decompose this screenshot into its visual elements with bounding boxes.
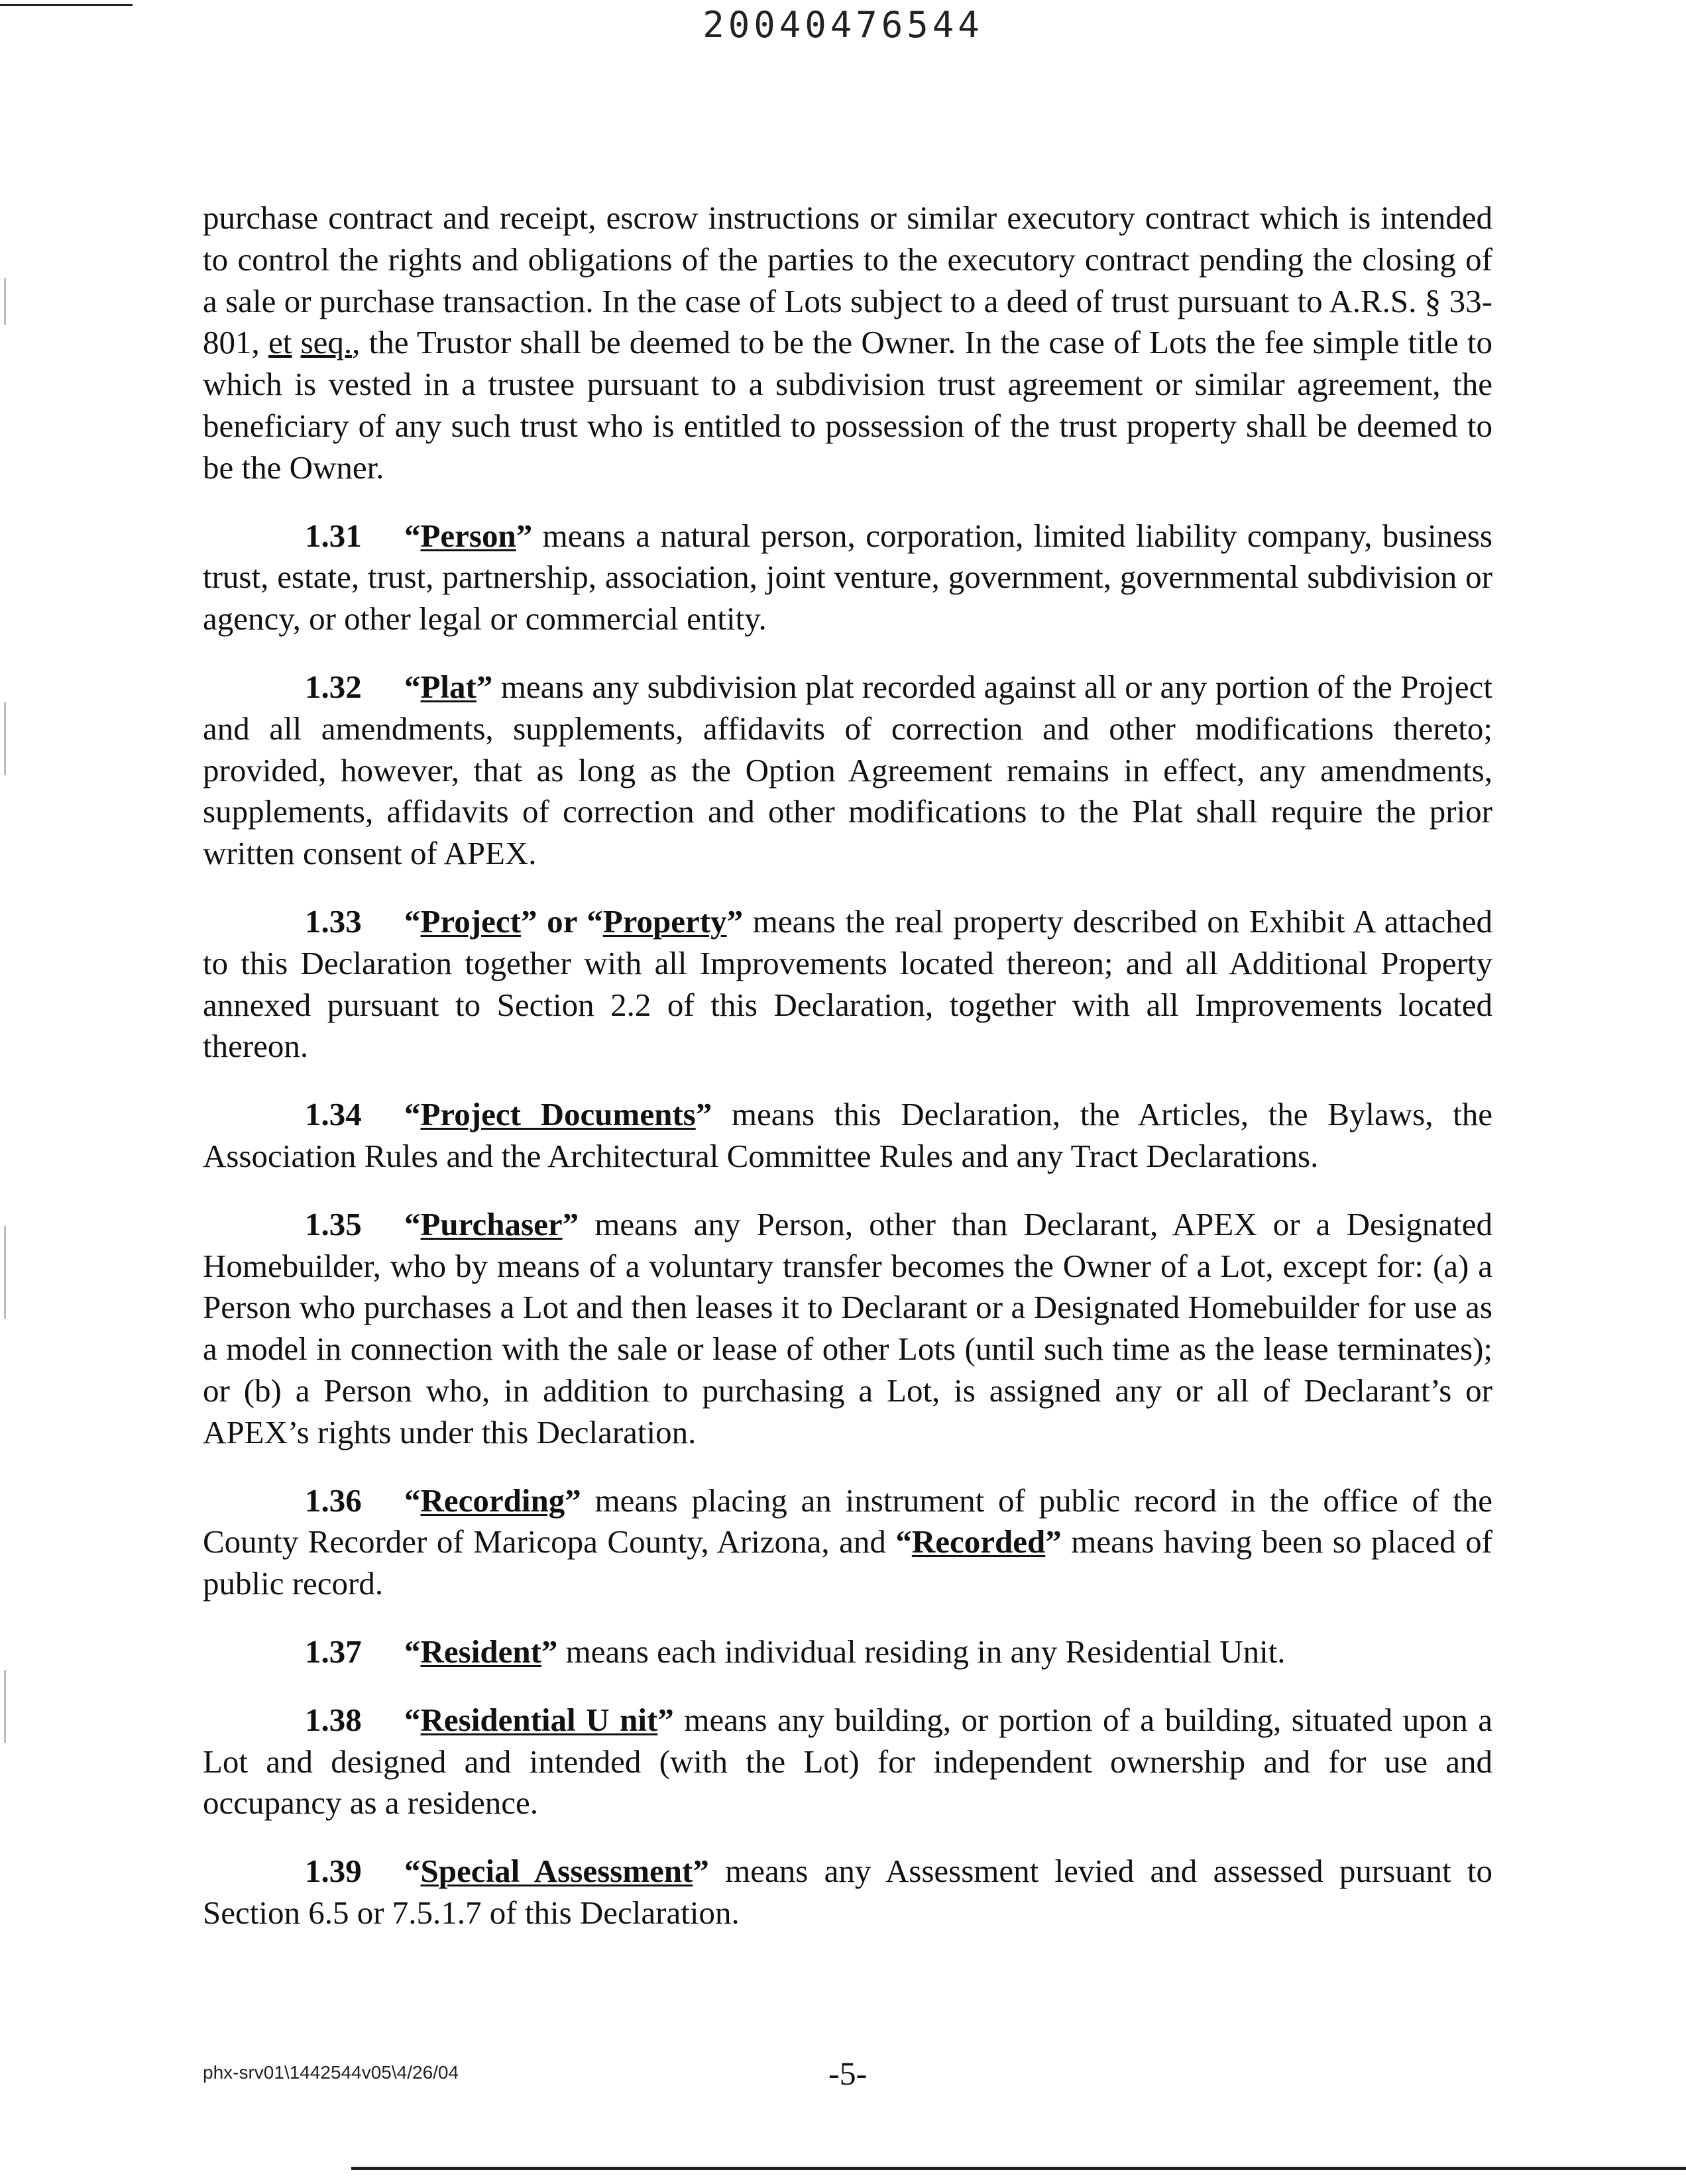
scan-artifact [4,1226,6,1319]
defined-term: “Resident” [404,1633,558,1670]
definition-text-2: means having been so placed of public record. [203,1523,1492,1602]
section-number: 1.32 [305,668,362,705]
seq-text: seq. [300,324,353,361]
definition-text: means each individual residing in any Residential Unit. [557,1633,1286,1670]
section-number: 1.33 [305,902,362,940]
definition-text: means a natural person, corporation, limited liability company, business trust, estate, trust, partnership, association, joint venture, government, governmental subdivision or agency, or other legal or commercial entity. [203,517,1492,637]
section-1-37 [203,1631,1492,1673]
defined-term: “Special Assessment” [404,1853,709,1890]
defined-term-2: “Recorded” [895,1523,1062,1560]
section-1-39 [203,1851,1492,1934]
section-number: 1.34 [305,1096,362,1133]
scan-artifact [4,702,6,775]
definition-text: means any subdivision plat recorded against all or any portion of the Project and all amendments, supplements, affidavits of correction and other modifications thereto; provided, however, that as long as the Option Agreement remains in effect, any amendments, supplements, affidavits of correction and other modifications to the Plat shall require the prior written consent of APEX. [203,668,1492,872]
section-1-38 [203,1700,1492,1824]
definition-text: means any building, or portion of a building, situated upon a Lot and designed and intended (with the Lot) for independent ownership and for use and occupancy as a residence. [203,1701,1492,1822]
section-number: 1.36 [305,1482,362,1519]
document-body [203,197,1492,1961]
footer-document-code: phx-srv01\1442544v05\4/26/04 [203,2062,459,2083]
defined-term: “Person” [404,517,533,554]
section-1-31 [203,516,1492,640]
defined-term: “Residential U nit” [404,1701,674,1738]
page-number: -5- [828,2055,868,2092]
definition-text: means the real property described on Exhibit A attached to this Declaration together with all Improvements located thereon; and all Additional Property annexed pursuant to Section 2.2 of this Declaration, together with all Improvements located thereon. [203,902,1492,1065]
continuation-text-2: , the Trustor shall be deemed to be the Owner. In the case of Lots the fee simple title to which is vested in a trustee pursuant to a subdivision trust agreement or similar agreement, the beneficiary of any such trust who is entitled to possession of the trust property shall be deemed to be the Owner. [203,324,1493,486]
continuation-paragraph [203,197,1492,489]
definition-text: means any Person, other than Declarant, APEX or a Designated Homebuilder, who by means of a voluntary transfer becomes the Owner of a Lot, except for: (a) a Person who purchases a Lot and then leases it to Declarant or a Designated Homebuilder for use as a model in connection with the sale or lease of other Lots (until such time as the lease terminates); or (b) a Person who, in addition to purchasing a Lot, is assigned any or all of Declarant’s or APEX’s rights under this Declaration. [203,1205,1492,1450]
scan-artifact [4,278,6,325]
defined-term: “Recording” [404,1482,581,1519]
defined-term: “Purchaser” [404,1205,579,1242]
definition-text: means this Declaration, the Articles, the Bylaws, the Association Rules and the Architectural Committee Rules and any Tract Declarations. [203,1096,1492,1174]
document-number: 20040476544 [702,4,984,46]
scan-artifact [4,1670,6,1743]
section-1-32 [203,667,1492,875]
section-1-34 [203,1094,1492,1177]
section-number: 1.38 [305,1701,362,1738]
section-number: 1.35 [305,1205,362,1242]
definition-text: means any Assessment levied and assessed pursuant to Section 6.5 or 7.5.1.7 of this Declaration. [203,1853,1492,1931]
section-1-36 [203,1480,1492,1605]
defined-term: “Project Documents” [404,1096,712,1133]
definition-text: means placing an instrument of public record in the office of the County Recorder of Maricopa County, Arizona, and [203,1482,1492,1560]
section-number: 1.37 [305,1633,362,1670]
defined-term: “Plat” [404,668,493,705]
et-text: et [268,324,292,361]
section-number: 1.31 [305,517,362,554]
section-1-33 [203,901,1492,1067]
section-number: 1.39 [305,1853,362,1890]
defined-term: “Project” or “Property” [404,902,744,940]
continuation-text: purchase contract and receipt, escrow instructions or similar executory contract which is intended to control the rights and obligations of the parties to the executory contract pending the closing of a sale or purchase transaction. In the case of Lots subject to a deed of trust pursuant to A.R.S. § 33-801, [203,199,1492,361]
bottom-edge-rule [351,2167,1686,2170]
section-1-35 [203,1204,1492,1454]
